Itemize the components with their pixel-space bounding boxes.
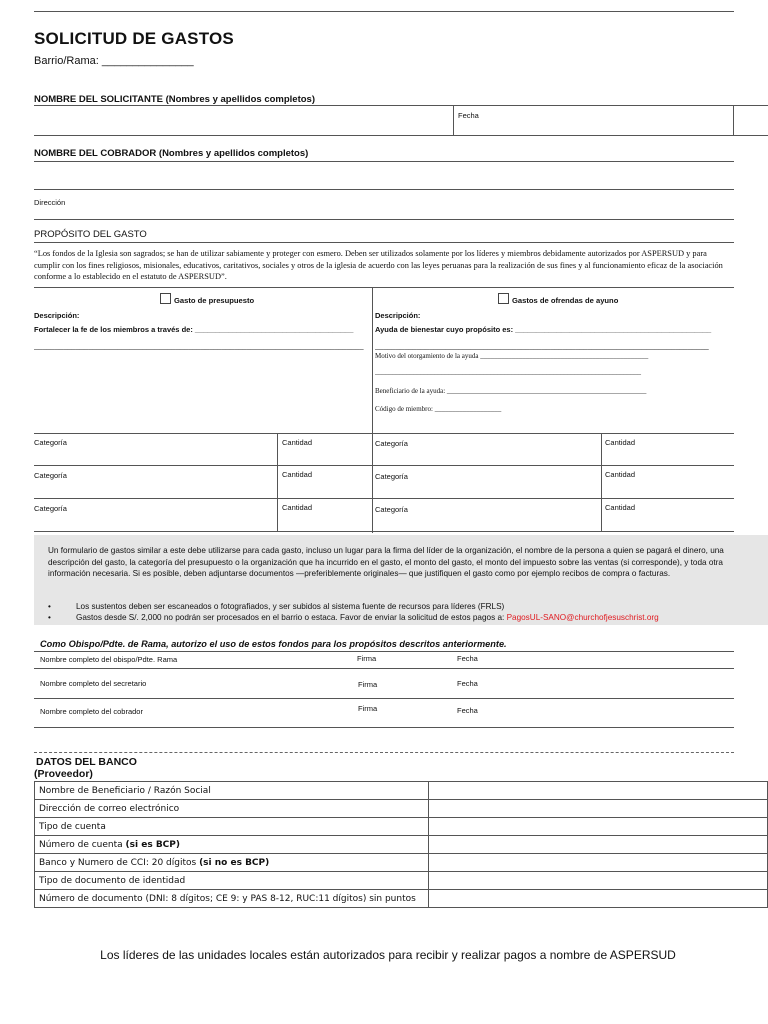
quantity-cell-2[interactable]: Cantidad <box>605 438 636 447</box>
secretary-signature-label: Firma <box>358 680 378 689</box>
ward-field[interactable]: Barrio/Rama: _______________ <box>34 55 194 67</box>
bank-field-label <box>35 800 429 818</box>
collector-name-label: Nombre completo del cobrador <box>40 707 143 716</box>
purpose-text: “Los fondos de la Iglesia son sagrados; se han de utilizar sabiamente y proteger con esmero. Deben ser utilizados solamente por los líderes y miembros debidamente autorizados por ASPERSUD y para cumplir con los fines religiosos, misionales, educativos, caritativos, sociales y otros de la iglesia de acuerdo con las leyes peruanas para la realización de sus fines y al funcionamiento eficaz de la asociación conforme a lo establecido en el estatuto de ASPERSUD”. <box>34 249 723 282</box>
bank-row <box>35 800 768 818</box>
rule <box>601 433 602 531</box>
purpose-label: PROPÓSITO DEL GASTO <box>34 229 147 240</box>
bank-field-label <box>35 854 429 872</box>
top-rule <box>34 11 734 12</box>
bank-field-label-text: Banco y Numero de CCI: 20 dígitos <box>39 857 200 868</box>
rule <box>733 105 734 135</box>
bank-field-label <box>35 836 429 854</box>
bank-field-qualifier: (si es BCP) <box>125 839 180 850</box>
fast-motive-line[interactable]: ____________________________________________________________________________ <box>375 368 641 376</box>
bank-field-value[interactable] <box>429 818 768 836</box>
fast-checkbox[interactable] <box>498 293 509 304</box>
rule <box>34 135 768 136</box>
bullet-2-text: Gastos desde S/. 2,000 no podrán ser procesados en el barrio o estaca. Favor de enviar la solicitud de estos pagos a: <box>76 613 507 622</box>
bank-field-value[interactable] <box>429 890 768 908</box>
bank-field-value[interactable] <box>429 800 768 818</box>
bank-field-value[interactable] <box>429 854 768 872</box>
bank-field-label <box>35 872 429 890</box>
bank-field-label-text: Número de documento (DNI: 8 dígitos; CE 9: y PAS 8-12, RUC:11 dígitos) sin puntos <box>39 893 416 904</box>
bank-field-label-text: Tipo de cuenta <box>39 821 106 832</box>
bank-field-qualifier: (si no es BCP) <box>199 857 270 868</box>
fast-extra-line[interactable]: ________________________________________________________________________________ <box>375 341 709 350</box>
bank-field-label <box>35 782 429 800</box>
bishop-date-label: Fecha <box>457 654 478 663</box>
applicant-date-label: Fecha <box>458 111 479 120</box>
info-bullet-1 <box>48 601 748 613</box>
bank-row <box>35 782 768 800</box>
fast-beneficiary-field[interactable]: Beneficiario de la ayuda: _________________________________________________________ <box>375 387 647 395</box>
fast-checkbox-label: Gastos de ofrendas de ayuno <box>512 296 619 305</box>
rule <box>34 531 734 532</box>
fast-motive-field[interactable]: Motivo del otorgamiento de la ayuda ________________________________________________ <box>375 352 649 360</box>
bank-title: DATOS DEL BANCO <box>36 756 137 768</box>
rule <box>34 651 734 652</box>
collector-signature-label: Firma <box>358 704 378 713</box>
dashed-separator <box>34 752 734 753</box>
budget-checkbox[interactable] <box>160 293 171 304</box>
category-cell-2[interactable]: Categoría <box>375 439 408 448</box>
bank-row <box>35 854 768 872</box>
info-bullet-2 <box>48 612 748 624</box>
collector-label: NOMBRE DEL COBRADOR (Nombres y apellidos completos) <box>34 148 309 159</box>
bullet-mark: • <box>48 602 51 611</box>
budget-desc-field[interactable]: Fortalecer la fe de los miembros a través de: ______________________________________ <box>34 325 354 334</box>
rule <box>34 287 734 288</box>
rule <box>34 698 734 699</box>
quantity-cell-6[interactable]: Cantidad <box>605 503 636 512</box>
bank-field-value[interactable] <box>429 872 768 890</box>
applicant-name-field[interactable] <box>34 106 453 135</box>
rule <box>34 668 734 669</box>
bullet-mark: • <box>48 613 51 622</box>
rule <box>34 242 734 243</box>
rule <box>34 189 734 190</box>
fast-desc-field[interactable]: Ayuda de bienestar cuyo propósito es: _______________________________________________ <box>375 325 712 334</box>
address-label: Dirección <box>34 198 66 207</box>
category-cell-4[interactable]: Categoría <box>375 472 408 481</box>
bank-field-label-text: Nombre de Beneficiario / Razón Social <box>39 785 211 796</box>
secretary-date-label: Fecha <box>457 679 478 688</box>
budget-extra-line[interactable]: _______________________________________________________________________________ <box>34 341 364 350</box>
bank-field-label <box>35 818 429 836</box>
bank-row <box>35 836 768 854</box>
bank-field-label-text: Tipo de documento de identidad <box>39 875 186 886</box>
page-title: SOLICITUD DE GASTOS <box>34 29 234 48</box>
footer-note: Los líderes de las unidades locales están autorizados para recibir y realizar pagos a nombre de ASPERSUD <box>100 948 676 962</box>
rule <box>34 433 734 434</box>
collector-name-field[interactable] <box>34 162 734 188</box>
bank-table <box>34 781 768 908</box>
budget-option[interactable] <box>160 293 254 305</box>
bullet-1-text: Los sustentos deben ser escaneados o fotografiados, y ser subidos al sistema fuente de recursos para líderes (FRLS) <box>76 602 505 611</box>
bank-field-label <box>35 890 429 908</box>
authorization-heading: Como Obispo/Pdte. de Rama, autorizo el uso de estos fondos para los propósitos descritos anteriormente. <box>40 639 507 649</box>
category-cell-3[interactable]: Categoría <box>34 471 67 480</box>
bank-row <box>35 890 768 908</box>
rule <box>34 465 734 466</box>
fast-member-code-field[interactable]: Código de miembro: ___________________ <box>375 405 502 413</box>
bishop-signature-label: Firma <box>357 654 377 663</box>
bishop-name-label: Nombre completo del obispo/Pdte. Rama <box>40 655 178 664</box>
collector-date-label: Fecha <box>457 706 478 715</box>
budget-checkbox-label: Gasto de presupuesto <box>174 296 255 305</box>
quantity-cell-1[interactable]: Cantidad <box>282 438 313 447</box>
bank-subtitle: (Proveedor) <box>34 768 93 780</box>
info-box <box>34 535 768 625</box>
applicant-label: NOMBRE DEL SOLICITANTE (Nombres y apellidos completos) <box>34 94 315 105</box>
rule <box>34 498 734 499</box>
quantity-cell-4[interactable]: Cantidad <box>605 470 636 479</box>
rule <box>34 727 734 728</box>
quantity-cell-5[interactable]: Cantidad <box>282 503 313 512</box>
category-cell-5[interactable]: Categoría <box>34 504 67 513</box>
category-cell-6[interactable]: Categoría <box>375 505 408 514</box>
bank-field-label-text: Dirección de correo electrónico <box>39 803 180 814</box>
secretary-name-label: Nombre completo del secretario <box>40 679 147 688</box>
fast-option[interactable] <box>498 293 618 305</box>
fast-desc-label: Descripción: <box>375 311 421 320</box>
category-cell-1[interactable]: Categoría <box>34 438 67 447</box>
rule <box>277 433 278 531</box>
bank-row <box>35 818 768 836</box>
bank-field-value[interactable] <box>429 836 768 854</box>
info-paragraph: Un formulario de gastos similar a este debe utilizarse para cada gasto, incluso un lugar para la firma del líder de la organización, el nombre de la persona a quien se pagará el dinero, una descripción del gasto, la categoría del presupuesto o la organización que ha incurrido en el gasto, el monto del gasto, el monto del impuesto sobre las ventas (si corresponde), y toda otra información necesaria. Si es posible, deben adjuntarse documentos —preferiblemente originales— que justifiquen el gasto como por ejemplo recibos de compra o facturas. <box>48 546 724 578</box>
bank-field-label-text: Número de cuenta <box>39 839 126 850</box>
rule <box>34 219 734 220</box>
rule <box>372 287 373 533</box>
bank-row <box>35 872 768 890</box>
bank-field-value[interactable] <box>429 782 768 800</box>
quantity-cell-3[interactable]: Cantidad <box>282 470 313 479</box>
rule <box>453 105 454 135</box>
budget-desc-label: Descripción: <box>34 311 80 320</box>
payments-email-link[interactable]: PagosUL-SANO@churchofjesuschrist.org <box>506 613 659 622</box>
